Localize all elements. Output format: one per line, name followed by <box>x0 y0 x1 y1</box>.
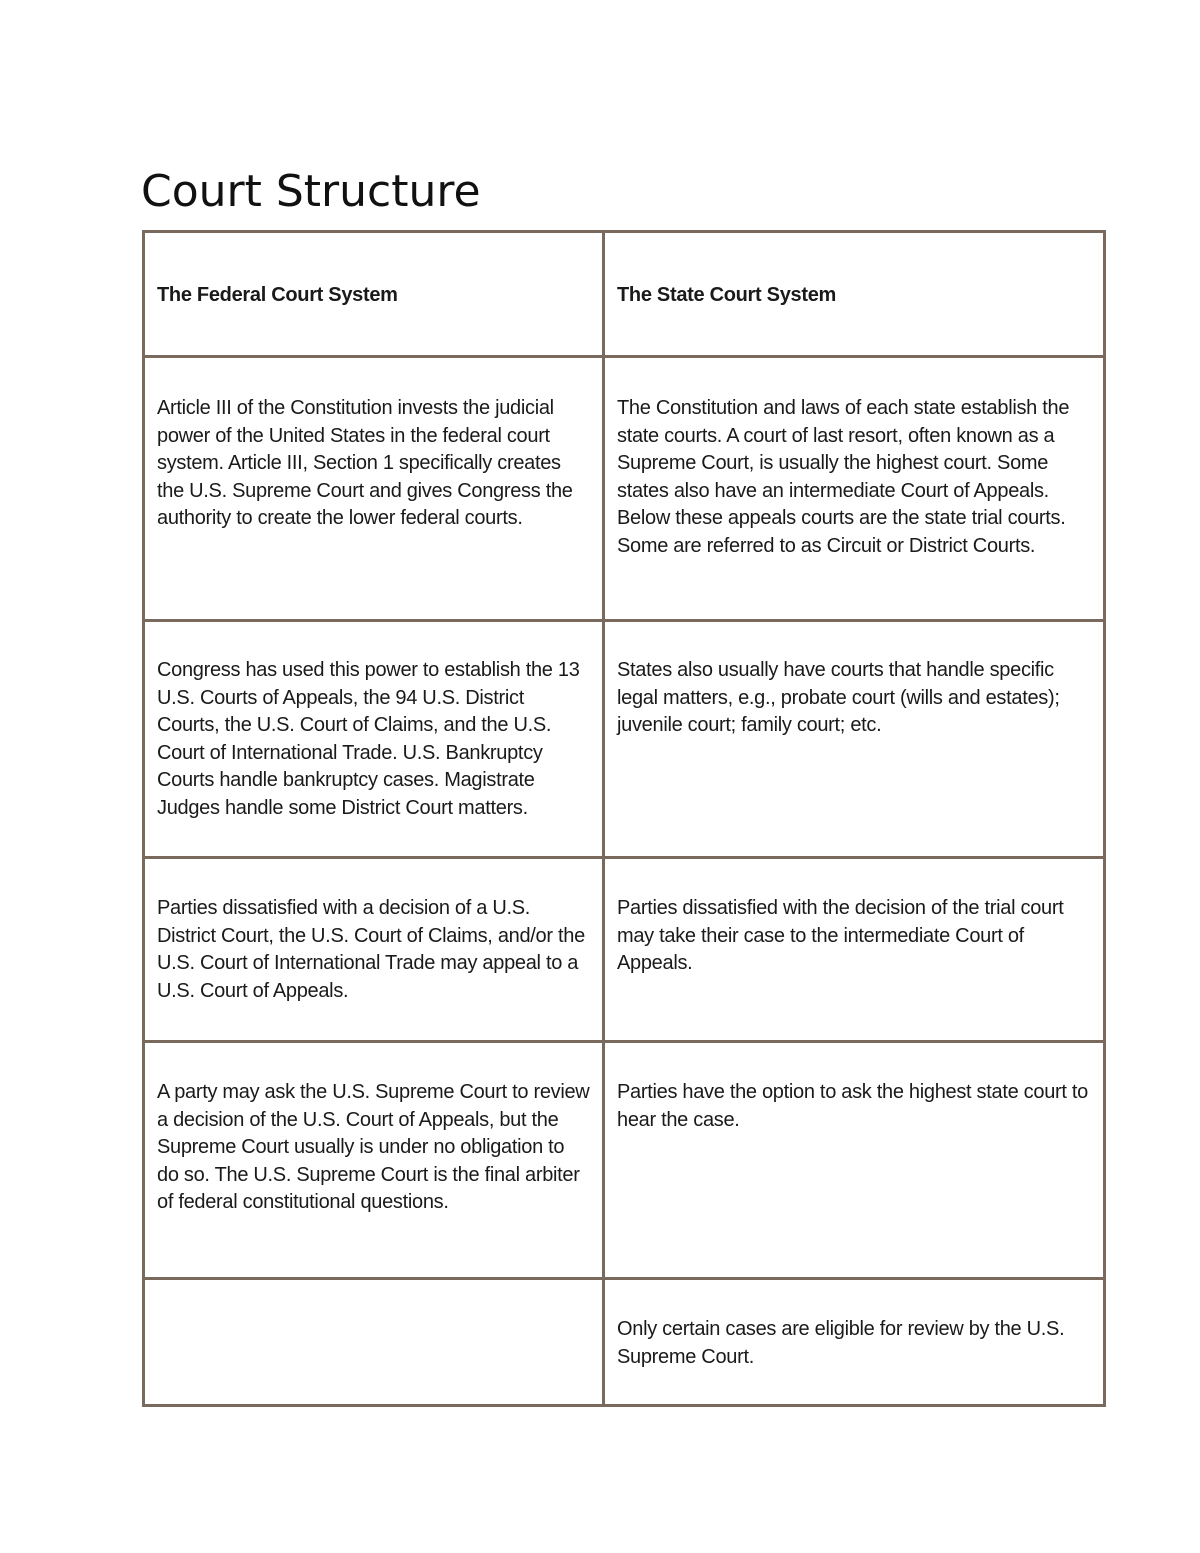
state-cell: Parties dissatisfied with the decision of the trial court may take their case to the intermediate Court of Appeals. <box>604 858 1105 1042</box>
federal-cell: A party may ask the U.S. Supreme Court to review a decision of the U.S. Court of Appeals, but the Supreme Court usually is under no obligation to do so. The U.S. Supreme Court is the final arbiter of federal constitutional questions. <box>144 1042 604 1279</box>
table-header-row <box>144 232 1105 357</box>
table-row <box>144 858 1105 1042</box>
state-cell: States also usually have courts that handle specific legal matters, e.g., probate court (wills and estates); juvenile court; family court; etc. <box>604 621 1105 858</box>
table-row <box>144 1042 1105 1279</box>
state-cell: The Constitution and laws of each state establish the state courts. A court of last resort, often known as a Supreme Court, is usually the highest court. Some states also have an intermediate Court of Appeals. Below these appeals courts are the state trial courts. Some are referred to as Circuit or District Courts. <box>604 357 1105 621</box>
federal-cell-empty <box>144 1279 604 1406</box>
table-row <box>144 357 1105 621</box>
header-federal-court-system: The Federal Court System <box>144 232 604 357</box>
table-row <box>144 621 1105 858</box>
table-row <box>144 1279 1105 1406</box>
state-cell: Parties have the option to ask the highest state court to hear the case. <box>604 1042 1105 1279</box>
federal-cell: Parties dissatisfied with a decision of a U.S. District Court, the U.S. Court of Claims, and/or the U.S. Court of International Trade may appeal to a U.S. Court of Appeals. <box>144 858 604 1042</box>
federal-cell: Article III of the Constitution invests the judicial power of the United States in the federal court system. Article III, Section 1 specifically creates the U.S. Supreme Court and gives Congress the authority to create the lower federal courts. <box>144 357 604 621</box>
page-title: Court Structure <box>141 166 481 217</box>
federal-cell: Congress has used this power to establish the 13 U.S. Courts of Appeals, the 94 U.S. District Courts, the U.S. Court of Claims, and the U.S. Court of International Trade. U.S. Bankruptcy Courts handle bankruptcy cases. Magistrate Judges handle some District Court matters. <box>144 621 604 858</box>
state-cell: Only certain cases are eligible for review by the U.S. Supreme Court. <box>604 1279 1105 1406</box>
court-comparison-table <box>142 230 1106 1407</box>
header-state-court-system: The State Court System <box>604 232 1105 357</box>
